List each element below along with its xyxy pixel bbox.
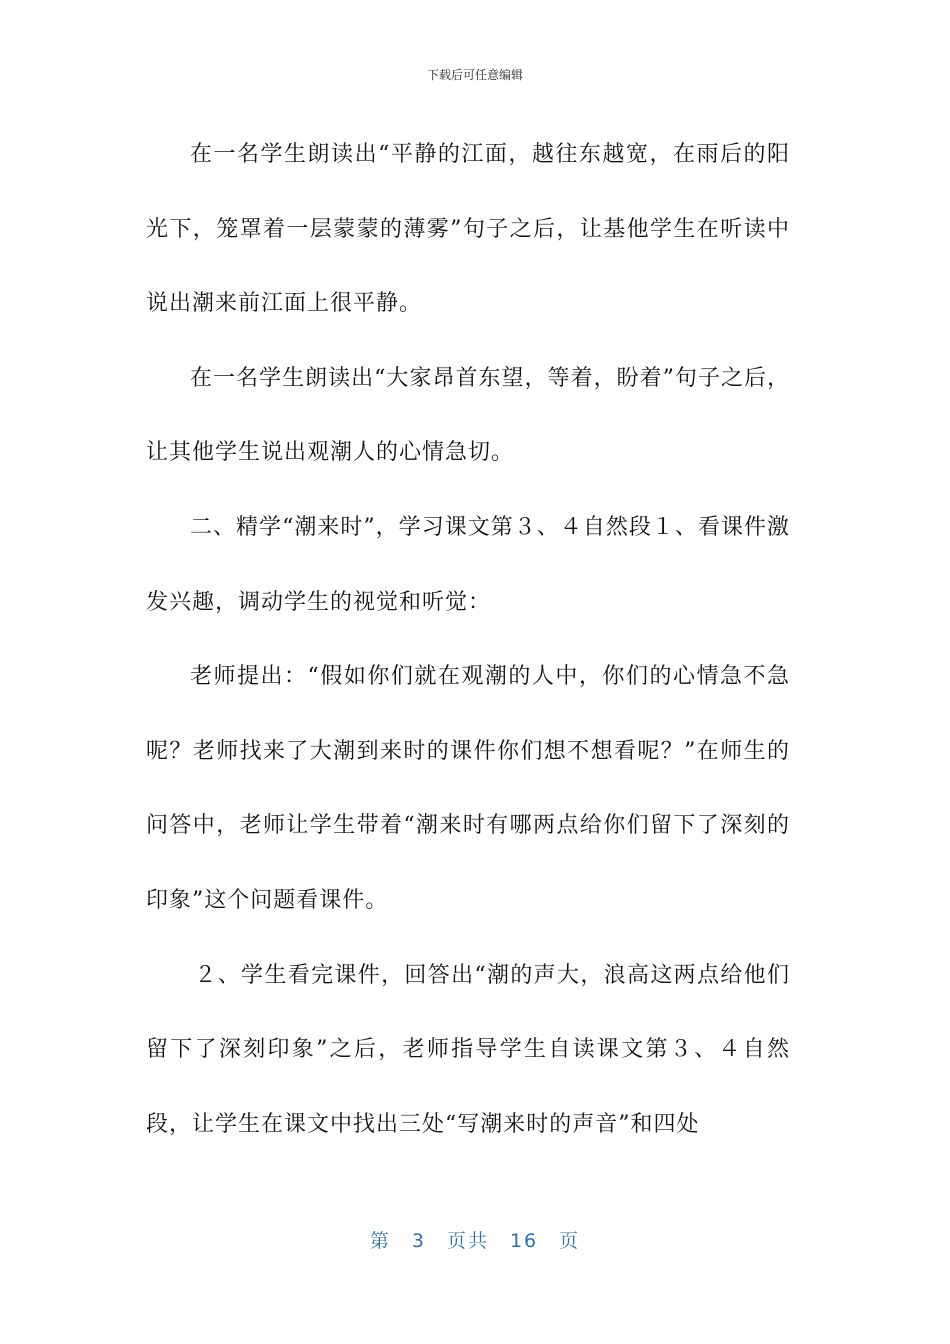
paragraph-4: 老师提出：“假如你们就在观潮的人中，你们的心情急不急呢？老师找来了大潮到来时的课件你们想不想看呢？”在师生的问答中，老师让学生带着“潮来时有哪两点给你们留下了深刻的印象”这个问题看课件。	[146, 664, 790, 913]
page-footer	[0, 1226, 950, 1253]
page-header-note: 下载后可任意编辑	[426, 68, 523, 82]
paragraph-2: 在一名学生朗读出“大家昂首东望，等着，盼着”句子之后，让其他学生说出观潮人的心情急切。	[146, 365, 790, 466]
paragraph-3: 二、精学“潮来时”，学习课文第３、４自然段１、看课件激发兴趣，调动学生的视觉和听觉：	[146, 514, 790, 615]
paragraph-5: ２、学生看完课件，回答出“潮的声大，浪高这两点给他们留下了深刻印象”之后，老师指导学生自读课文第３、４自然段，让学生在课文中找出三处“写潮来时的声音”和四处	[146, 962, 790, 1137]
page-number-label: 第 3 页共 16 页	[369, 1230, 581, 1252]
paragraph-1: 在一名学生朗读出“平静的江面，越往东越宽，在雨后的阳光下，笼罩着一层蒙蒙的薄雾”句子之后，让基他学生在听读中说出潮来前江面上很平静。	[146, 142, 790, 317]
document-body	[146, 118, 790, 1162]
